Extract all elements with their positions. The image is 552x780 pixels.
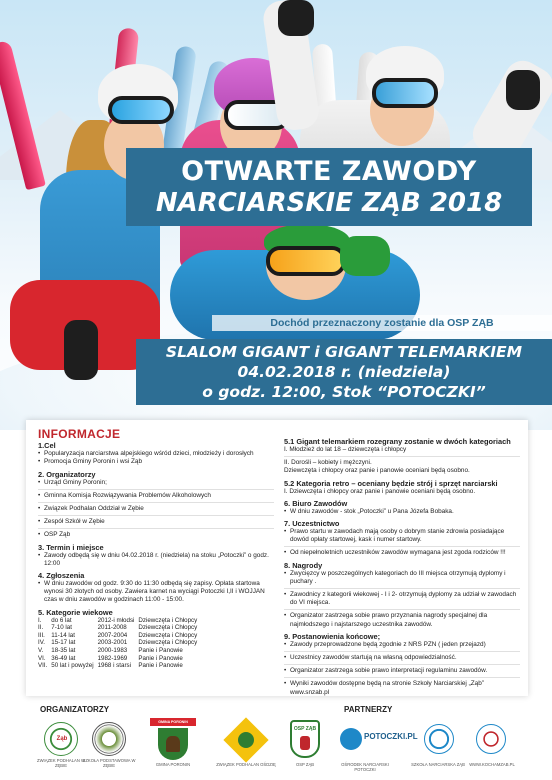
info-right-column <box>284 434 520 697</box>
list-item: • Zespół Szkół w Zębie <box>38 518 274 526</box>
logo-caption: SZKOŁA PODSTAWOWA W ZĘBIE <box>82 758 136 768</box>
list-item: • Związek Podhalan Oddział w Zębie <box>38 505 274 513</box>
list-item: • Gminna Komisja Rozwiązywania Problemów Alkoholowych <box>38 492 274 500</box>
event-line-1: SLALOM GIGANT i GIGANT TELEMARKIEM <box>165 343 523 361</box>
proceeds-note: Dochód przeznaczony zostanie dla OSP ZĄB <box>212 315 552 331</box>
text-line: Dziewczęta i chłopcy oraz panie i panowie oceniani będą osobno. <box>284 467 470 475</box>
info-left-column <box>38 420 274 670</box>
list-item: • Organizator zastrzega sobie prawo przyznania nagrody specjalnej dla najmłodszego i najstarszego uczestnika zawodów. <box>284 612 520 628</box>
section-title: 5. Kategorie wiekowe <box>38 607 113 617</box>
table-row: III. 11-14 lat 2007-2004 Dziewczęta i Chłopcy <box>38 631 198 639</box>
section-title: 2. Organizatorzy <box>38 469 96 479</box>
section-title: 8. Nagrody <box>284 560 323 570</box>
event-banner <box>136 339 552 405</box>
list-item: • Popularyzacja narciarstwa alpejskiego wśród dzieci, młodzieży i dorosłych <box>38 450 274 458</box>
logo-caption: OSP ZĄB <box>295 762 315 767</box>
zwiazek-podhalan-emblem <box>228 722 264 758</box>
list-item: • Zwycięzcy w poszczególnych kategoriach do III miejsca otrzymują dyplomy i puchary . <box>284 570 520 586</box>
osp-zab-logo: OSP ZĄB <box>290 720 320 758</box>
table-row: II. 7-10 lat 2011-2008 Dziewczęta i Chłopcy <box>38 624 198 632</box>
table-row: V. 18-35 lat 2000-1983 Panie i Panowie <box>38 647 183 655</box>
info-panel <box>26 420 528 696</box>
info-heading: INFORMACJE <box>38 427 121 441</box>
zwiazek-podhalan-zab-logo: Ząb <box>44 722 78 756</box>
text-line: I. Młodzież do lat 18 – dziewczęta i chłopcy <box>284 446 407 453</box>
table-row: VII. 50 lat i powyżej 1968 i starsi Panie i Panowie <box>38 662 183 670</box>
section-title: 3. Termin i miejsce <box>38 542 104 552</box>
footer <box>0 700 552 780</box>
event-line-2: 04.02.2018 r. (niedziela) <box>237 363 451 381</box>
list-item: • OSP Ząb <box>38 531 274 539</box>
title-line-1: OTWARTE ZAWODY <box>181 156 477 187</box>
text-line: I. Dziewczęta i chłopcy oraz panie i panowie oceniani będą osobno. <box>284 487 476 495</box>
list-item: • W dniu zawodów od godz. 9:30 do 11:30 odbędą się zapisy. Opłata startowa wynosi 30 złotych od osoby. Zawiera karnet na wyciągi Potoczki I,II i WOJJAN czas w dniu zawodów w godzinach 11:00 - 15:00. <box>38 580 274 605</box>
section-title: 4. Zgłoszenia <box>38 571 85 581</box>
table-row: VI. 36-49 lat 1982-1969 Panie i Panowie <box>38 654 183 662</box>
list-item: • Uczestnicy zawodów startują na własną odpowiedzialność. <box>284 654 520 662</box>
title-line-2: NARCIARSKIE ZĄB 2018 <box>155 188 503 218</box>
table-row: I. do 6 lat 2012-i młodsi Dziewczęta i Chłopcy <box>38 616 198 624</box>
section-title: 7. Uczestnictwo <box>284 519 340 529</box>
snow-school-logo <box>424 724 454 754</box>
text-line: II. Dorośli – kobiety i mężczyni. <box>284 459 372 467</box>
section-title: 5.2 Kategoria retro – oceniany będzie strój i sprzęt narciarski <box>284 478 498 488</box>
section-title: 9. Postanowienia końcowe; <box>284 631 381 641</box>
school-logo <box>92 722 126 756</box>
gmina-poronin-crest: GMINA PORONIN <box>150 718 196 760</box>
list-item: • Zawodnicy z kategorii wiekowej - I i 2- otrzymują dyplomy za udział w zawodach do VI miejsca. <box>284 591 520 607</box>
list-item: • Urząd Gminy Poronin; <box>38 479 274 487</box>
logo-caption: WWW.KOCHAMZAB.PL <box>469 762 515 767</box>
logo-caption: GMINA PORONIN <box>155 762 191 767</box>
logo-caption: ZWIĄZEK PODHALAN W ZĘBIE <box>37 758 85 768</box>
list-item: • Od niepełnoletnich uczestników zawodów wymagana jest zgoda rodziców !!! <box>284 549 520 557</box>
section-title: 5.1 Gigant telemarkiem rozegrany zostanie w dwóch kategoriach <box>284 437 511 446</box>
list-item: • Zawody przeprowadzone będą zgodnie z NRS PZN ( jeden przejazd) <box>284 641 520 649</box>
title-banner <box>126 148 532 226</box>
logo-caption: OŚRODEK NARCIARSKI POTOCZKI <box>341 762 389 772</box>
list-item: • Prawo startu w zawodach mają osoby o dobrym stanie zdrowia posiadające dowód opłaty startowej, kask i numer startowy. <box>284 528 520 544</box>
list-item: • Zawody odbędą się w dniu 04.02.2018 r. (niedziela) na stoku „Potoczki” o godz. 12:00 <box>38 552 274 568</box>
list-item: • Wyniki zawodów dostępne będą na stronie Szkoły Narciarskiej „Ząb” www.snzab.pl <box>284 680 520 696</box>
list-item: • W dniu zawodów - stok „Potoczki” u Pana Józefa Bobaka. <box>284 508 520 516</box>
organizers-label: ORGANIZATORZY <box>40 705 110 714</box>
table-row: IV. 15-17 lat 2003-2001 Dziewczęta i Chłopcy <box>38 639 198 647</box>
list-item: • Promocja Gminy Poronin i wsi Ząb <box>38 458 274 466</box>
kochamzab-logo <box>476 724 506 754</box>
age-categories-table <box>38 617 201 670</box>
partners-label: PARTNERZY <box>344 705 393 714</box>
list-item: • Organizator zastrzega sobie prawo interpretacji regulaminu zawodów. <box>284 667 520 675</box>
section-title: 6. Biuro Zawodów <box>284 498 348 508</box>
section-title: 1.Cel <box>38 441 56 451</box>
logo-caption: SZKOŁA NARCIARSKA ZĄB <box>411 762 465 767</box>
logo-caption: ZWIĄZEK PODHALAN OŚDZIĘ <box>216 762 276 767</box>
event-line-3: o godz. 12:00, Stok “POTOCZKI” <box>202 383 486 401</box>
potoczki-logo: POTOCZKI.PL <box>340 726 416 752</box>
